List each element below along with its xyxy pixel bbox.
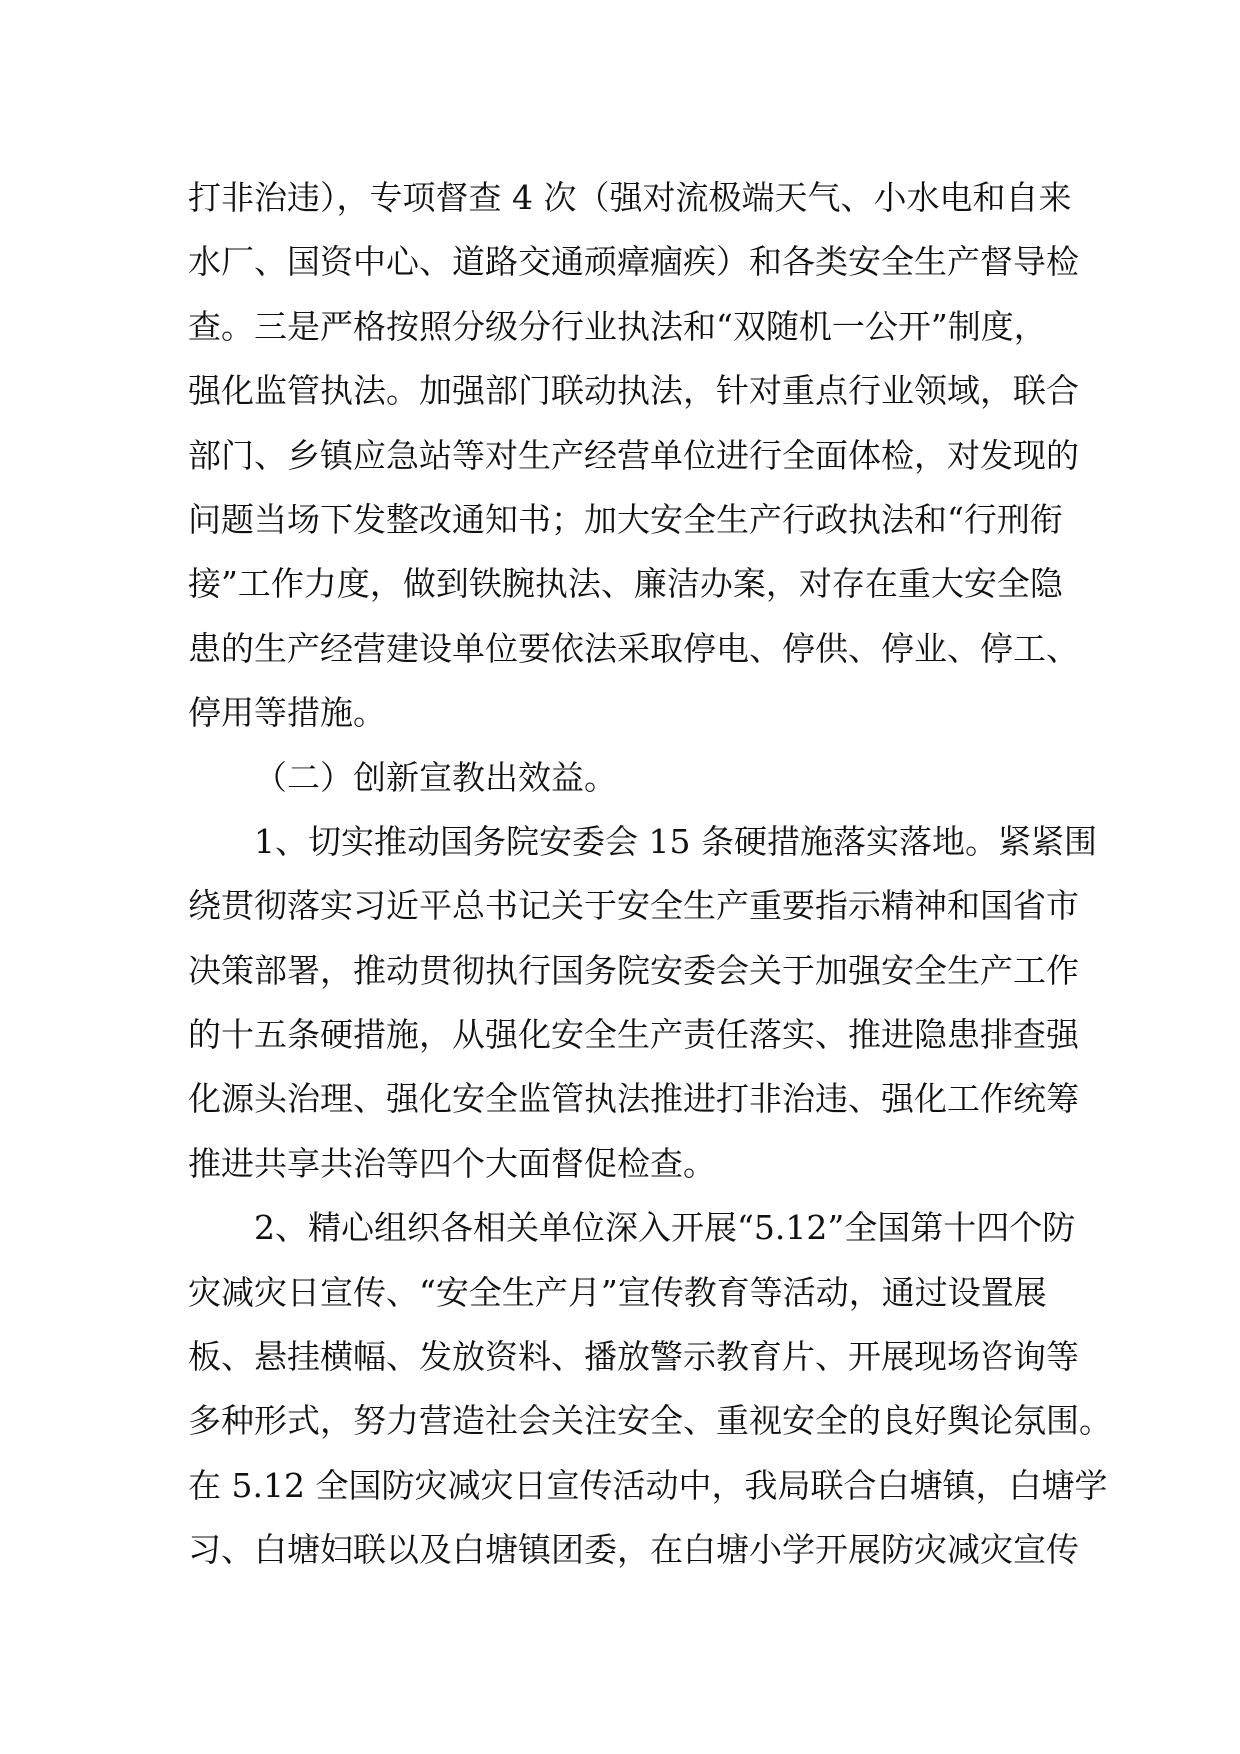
section-heading: （二）创新宣教出效益。: [254, 757, 617, 797]
text-line: 强化监管执法。加强部门联动执法，针对重点行业领域，联合: [188, 371, 1079, 411]
text-line: 问题当场下发整改通知书；加大安全生产行政执法和“行刑衔: [188, 499, 1063, 539]
text-line: 打非治违），专项督查 4 次（强对流极端天气、小水电和自来: [188, 178, 1072, 217]
text-line: 灾减灾日宣传、“安全生产月”宣传教育等活动，通过设置展: [188, 1272, 1047, 1312]
paragraph-first-line: 1、切实推动国务院安委会 15 条硬措施落实落地。紧紧围: [254, 821, 1097, 861]
text-line: 决策部署，推动贯彻执行国务院安委会关于加强安全生产工作: [188, 950, 1079, 990]
text-line: 患的生产经营建设单位要依法采取停电、停供、停业、停工、: [188, 628, 1079, 668]
text-line: 查。三是严格按照分级分行业执法和“双随机一公开”制度，: [188, 306, 1047, 346]
text-line: 习、白塘妇联以及白塘镇团委，在白塘小学开展防灾减灾宣传: [188, 1530, 1079, 1570]
text-line: 绕贯彻落实习近平总书记关于安全生产重要指示精神和国省市: [188, 886, 1079, 926]
text-line: 化源头治理、强化安全监管执法推进打非治违、强化工作统筹: [188, 1079, 1079, 1119]
text-line: 接”工作力度，做到铁腕执法、廉洁办案，对存在重大安全隐: [188, 564, 1063, 604]
text-line: 在 5.12 全国防灾减灾日宣传活动中，我局联合白塘镇，白塘学: [188, 1465, 1108, 1505]
text-line: 的十五条硬措施，从强化安全生产责任落实、推进隐患排查强: [188, 1015, 1079, 1055]
text-line: 推进共享共治等四个大面督促检查。: [188, 1143, 716, 1183]
text-line: 板、悬挂横幅、发放资料、播放警示教育片、开展现场咨询等: [188, 1337, 1079, 1377]
paragraph-first-line: 2、精心组织各相关单位深入开展“5.12”全国第十四个防: [254, 1208, 1076, 1248]
text-line: 水厂、国资中心、道路交通顽瘴痼疾）和各类安全生产督导检: [188, 242, 1079, 282]
text-line: 停用等措施。: [188, 693, 386, 733]
document-body: [188, 166, 1112, 1583]
text-line: 多种形式，努力营造社会关注安全、重视安全的良好舆论氛围。: [188, 1401, 1112, 1441]
text-line: 部门、乡镇应急站等对生产经营单位进行全面体检，对发现的: [188, 435, 1079, 475]
